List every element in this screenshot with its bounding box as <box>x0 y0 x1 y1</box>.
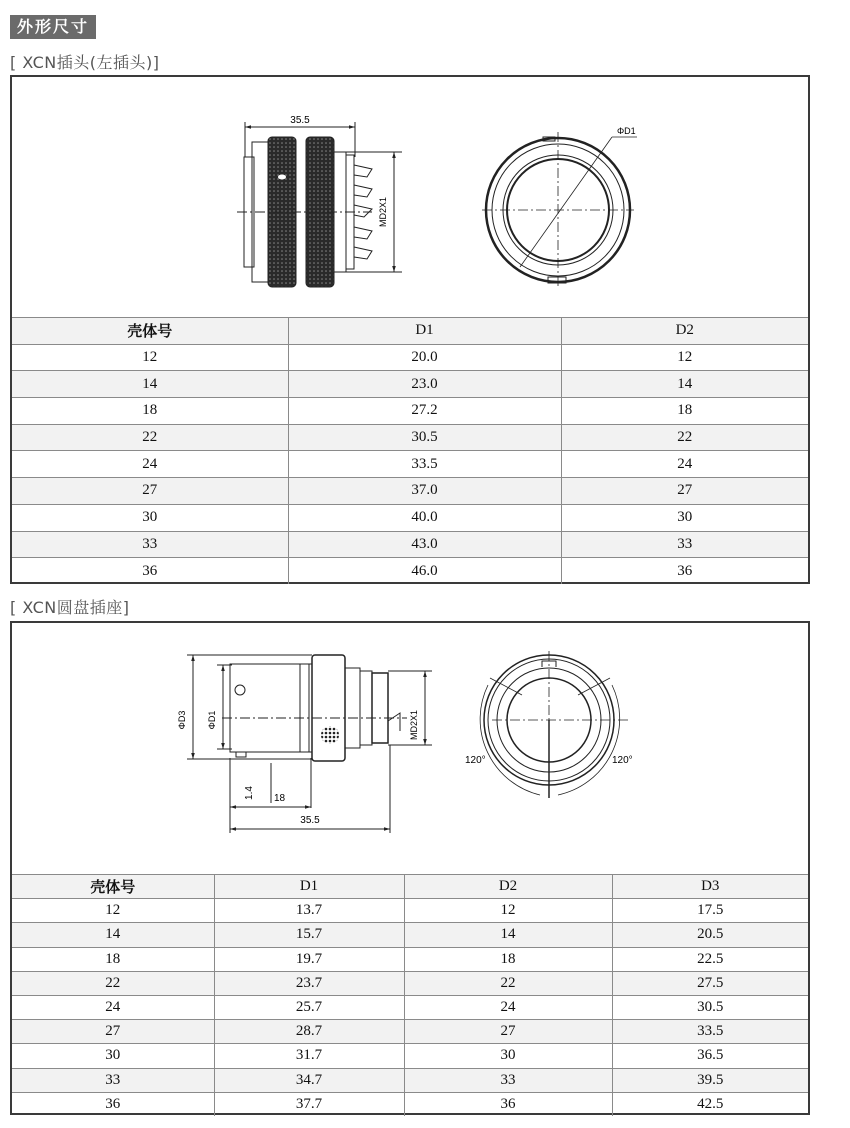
plug-length-dimension: 35.5 <box>290 115 310 126</box>
cell-d2: 30 <box>404 1044 612 1068</box>
cell-d1: 31.7 <box>214 1044 404 1068</box>
socket-d1-label: ΦD1 <box>207 710 217 730</box>
table-row <box>12 478 808 505</box>
header-shell-size: 壳体号 <box>12 318 288 345</box>
table-row <box>12 1068 808 1092</box>
socket-front-view <box>480 651 629 798</box>
cell-d2: 22 <box>404 971 612 995</box>
socket-dim-length: 35.5 <box>300 815 320 826</box>
cell-d2: 22 <box>561 424 808 451</box>
table-row <box>12 344 808 371</box>
socket-frame <box>10 621 810 1115</box>
cell-shell-size: 27 <box>12 1020 214 1044</box>
cell-d2: 30 <box>561 504 808 531</box>
cell-shell-size: 30 <box>12 504 288 531</box>
plug-frame <box>10 75 810 584</box>
socket-dim-18: 18 <box>274 793 286 804</box>
plug-thread-label: MD2X1 <box>378 196 388 228</box>
cell-d2: 14 <box>561 371 808 398</box>
table-row <box>12 995 808 1019</box>
table-row <box>12 398 808 425</box>
cell-shell-size: 24 <box>12 995 214 1019</box>
cell-shell-size: 22 <box>12 971 214 995</box>
socket-drawing <box>12 623 810 875</box>
cell-shell-size: 30 <box>12 1044 214 1068</box>
cell-d2: 36 <box>404 1092 612 1116</box>
plug-drawing <box>12 77 810 317</box>
header-d1: D1 <box>214 875 404 899</box>
table-row <box>12 971 808 995</box>
socket-angle-left: 120° <box>465 755 486 766</box>
cell-d1: 40.0 <box>288 504 561 531</box>
table-header-row <box>12 875 808 899</box>
cell-d2: 24 <box>404 995 612 1019</box>
table-row <box>12 371 808 398</box>
cell-d3: 39.5 <box>612 1068 808 1092</box>
header-d3: D3 <box>612 875 808 899</box>
cell-d3: 36.5 <box>612 1044 808 1068</box>
table-row <box>12 1092 808 1116</box>
cell-d1: 37.0 <box>288 478 561 505</box>
cell-d1: 20.0 <box>288 344 561 371</box>
table-row <box>12 947 808 971</box>
table-row <box>12 531 808 558</box>
cell-shell-size: 33 <box>12 531 288 558</box>
cell-shell-size: 27 <box>12 478 288 505</box>
plug-dimension-table <box>12 317 808 584</box>
cell-d1: 30.5 <box>288 424 561 451</box>
cell-d1: 27.2 <box>288 398 561 425</box>
table-row <box>12 451 808 478</box>
cell-shell-size: 14 <box>12 923 214 947</box>
section-label-socket: [ XCN圆盘插座] <box>10 598 130 617</box>
table-row <box>12 899 808 923</box>
cell-d3: 27.5 <box>612 971 808 995</box>
cell-d2: 27 <box>404 1020 612 1044</box>
cell-d3: 20.5 <box>612 923 808 947</box>
cell-d2: 33 <box>404 1068 612 1092</box>
cell-d1: 33.5 <box>288 451 561 478</box>
table-row <box>12 558 808 585</box>
socket-angle-right: 120° <box>612 755 633 766</box>
table-row <box>12 923 808 947</box>
cell-d2: 12 <box>404 899 612 923</box>
cell-shell-size: 22 <box>12 424 288 451</box>
cell-d2: 18 <box>404 947 612 971</box>
cell-d1: 25.7 <box>214 995 404 1019</box>
table-row <box>12 504 808 531</box>
cell-d1: 28.7 <box>214 1020 404 1044</box>
cell-d1: 37.7 <box>214 1092 404 1116</box>
socket-dimension-table <box>12 874 808 1116</box>
cell-d2: 36 <box>561 558 808 585</box>
cell-d3: 22.5 <box>612 947 808 971</box>
cell-shell-size: 18 <box>12 947 214 971</box>
cell-shell-size: 33 <box>12 1068 214 1092</box>
header-d2: D2 <box>561 318 808 345</box>
cell-d1: 43.0 <box>288 531 561 558</box>
cell-d3: 42.5 <box>612 1092 808 1116</box>
header-d1: D1 <box>288 318 561 345</box>
table-row <box>12 1020 808 1044</box>
cell-shell-size: 36 <box>12 558 288 585</box>
cell-d1: 19.7 <box>214 947 404 971</box>
cell-d2: 33 <box>561 531 808 558</box>
cell-d3: 17.5 <box>612 899 808 923</box>
cell-d3: 30.5 <box>612 995 808 1019</box>
cell-d1: 13.7 <box>214 899 404 923</box>
cell-d2: 18 <box>561 398 808 425</box>
cell-d2: 27 <box>561 478 808 505</box>
cell-shell-size: 12 <box>12 899 214 923</box>
plug-d1-label: ΦD1 <box>617 126 636 136</box>
cell-d2: 12 <box>561 344 808 371</box>
table-row <box>12 1044 808 1068</box>
cell-shell-size: 24 <box>12 451 288 478</box>
cell-d2: 14 <box>404 923 612 947</box>
table-header-row <box>12 318 808 345</box>
cell-d2: 24 <box>561 451 808 478</box>
cell-d3: 33.5 <box>612 1020 808 1044</box>
cell-d1: 34.7 <box>214 1068 404 1092</box>
section-label-plug: [ XCN插头(左插头)] <box>10 53 160 72</box>
cell-shell-size: 14 <box>12 371 288 398</box>
header-d2: D2 <box>404 875 612 899</box>
cell-d1: 23.7 <box>214 971 404 995</box>
table-row <box>12 424 808 451</box>
cell-shell-size: 36 <box>12 1092 214 1116</box>
socket-dim-1-4: 1.4 <box>244 786 255 800</box>
socket-thread-label: MD2X1 <box>409 709 419 741</box>
socket-side-view <box>187 655 432 833</box>
cell-shell-size: 12 <box>12 344 288 371</box>
cell-shell-size: 18 <box>12 398 288 425</box>
header-shell-size: 壳体号 <box>12 875 214 899</box>
cell-d1: 23.0 <box>288 371 561 398</box>
cell-d1: 15.7 <box>214 923 404 947</box>
page-title: 外形尺寸 <box>10 15 96 39</box>
plug-front-view <box>482 132 637 289</box>
cell-d1: 46.0 <box>288 558 561 585</box>
socket-d3-label: ΦD3 <box>177 710 187 730</box>
